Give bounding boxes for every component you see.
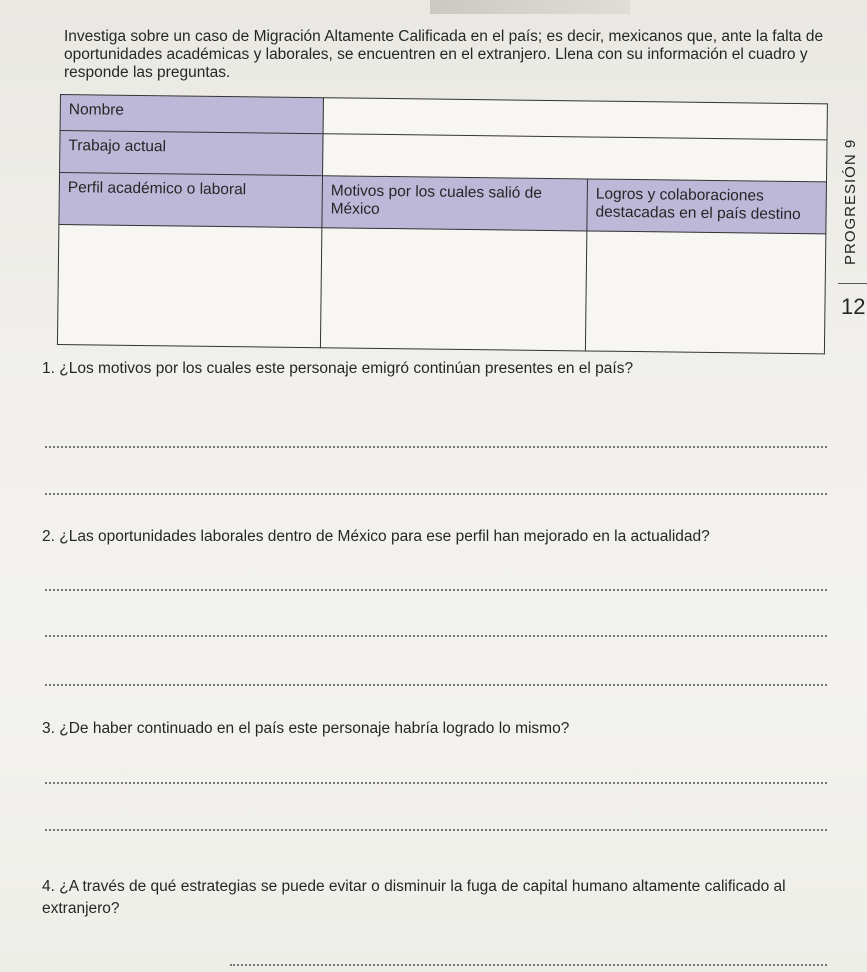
trabajo-actual-field[interactable] [323, 134, 827, 182]
trabajo-actual-label: Trabajo actual [60, 131, 323, 176]
answer-line-1b[interactable] [45, 493, 827, 495]
motivos-field[interactable] [320, 228, 586, 351]
logros-field[interactable] [585, 231, 825, 354]
question-3: 3. ¿De haber continuado en el país este personaje habría logrado lo mismo? [42, 720, 570, 737]
case-table [57, 94, 828, 354]
answer-line-3a[interactable] [45, 782, 827, 784]
instructions-text: Investiga sobre un caso de Migración Altamente Calificada en el país; es decir, mexicanos que, ante la falta de oportunidades académicas y laborales, se encuentren en el extranjero. Llena con su información el cuadro y responde las preguntas. [64, 28, 824, 81]
logros-label: Logros y colaboraciones destacadas en el país destino [587, 179, 827, 234]
nombre-field[interactable] [323, 98, 827, 140]
question-2: 2. ¿Las oportunidades laborales dentro de México para ese perfil han mejorado en la actualidad? [42, 528, 710, 545]
answer-line-2b[interactable] [45, 635, 827, 637]
perfil-label: Perfil académico o laboral [59, 173, 323, 228]
page-top-edge [430, 0, 630, 14]
motivos-label: Motivos por los cuales salió de México [322, 176, 588, 231]
question-4: 4. ¿A través de qué estrategias se puede evitar o disminuir la fuga de capital humano altamente calificado al extranjero? [42, 878, 786, 917]
page-number: 12 [841, 294, 866, 319]
side-divider [838, 283, 867, 284]
answer-line-2a[interactable] [45, 589, 827, 591]
answer-line-4a[interactable] [230, 964, 827, 966]
progresion-label: PROGRESIÓN 9 [842, 138, 859, 265]
question-1: 1. ¿Los motivos por los cuales este personaje emigró continúan presentes en el país? [42, 360, 634, 377]
answer-line-2c[interactable] [45, 684, 827, 686]
answer-line-3b[interactable] [45, 829, 827, 831]
nombre-label: Nombre [60, 95, 323, 134]
answer-line-1a[interactable] [45, 446, 827, 448]
perfil-field[interactable] [57, 224, 321, 347]
